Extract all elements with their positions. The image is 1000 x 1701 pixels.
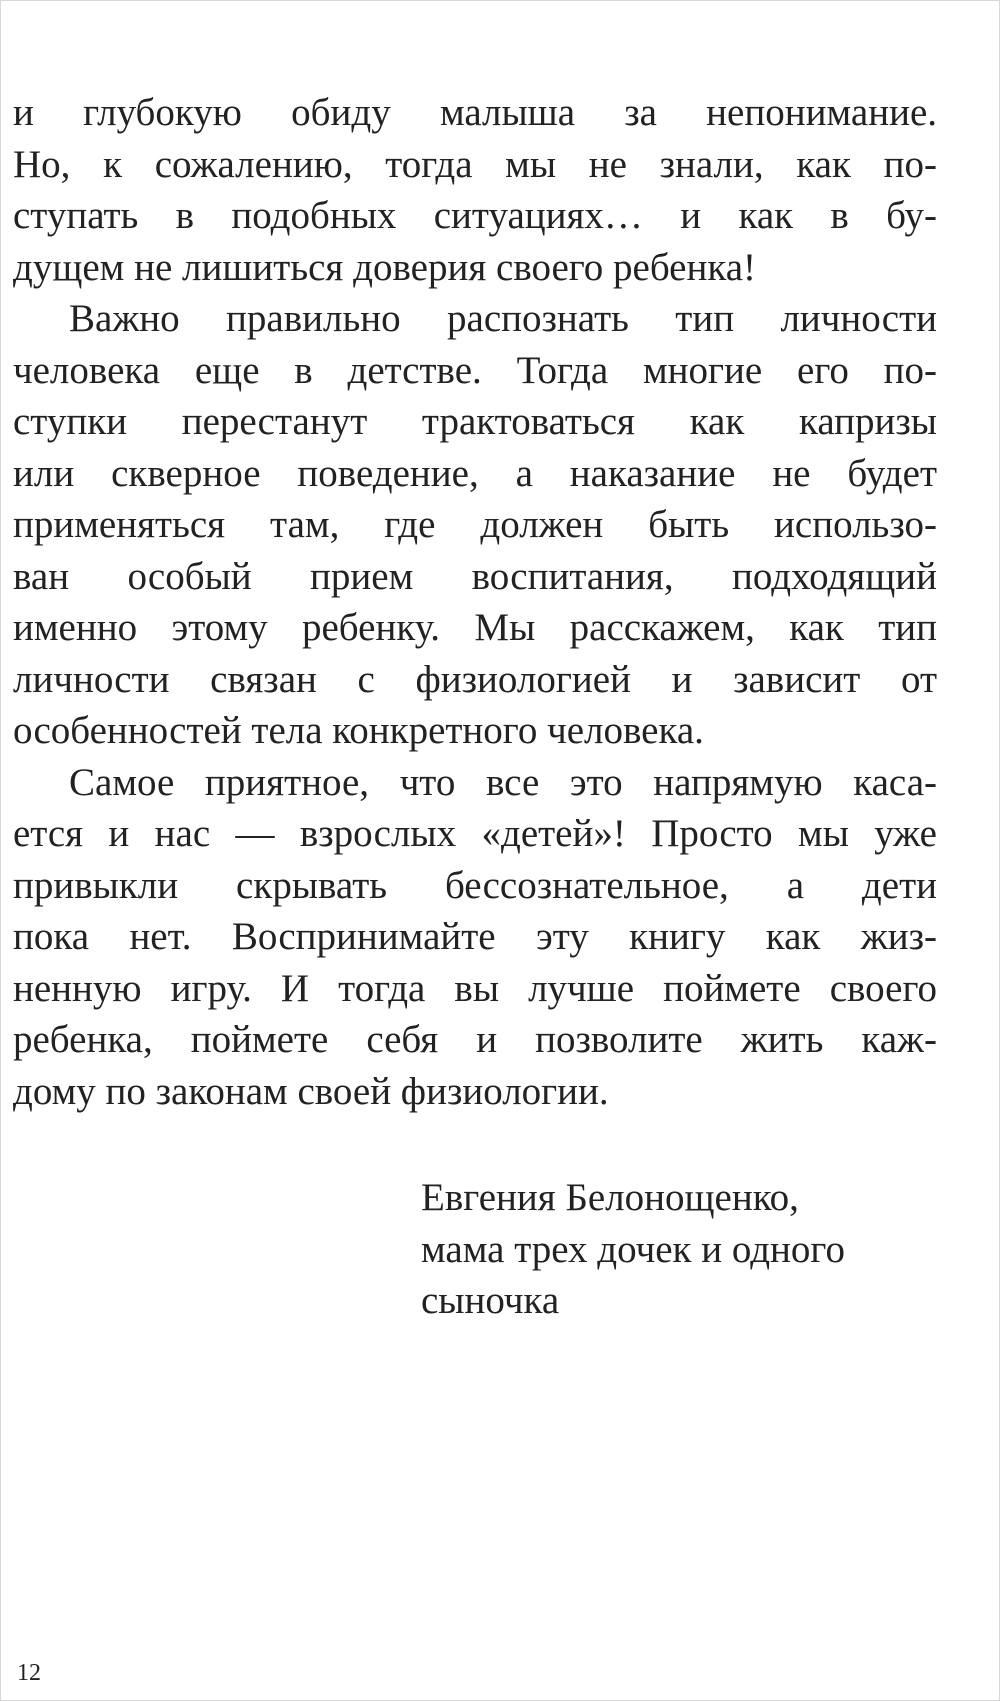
signature-description: мама трех дочек и одного: [421, 1227, 845, 1271]
text-line: Самое приятное, что все это напрямую каса-: [69, 760, 937, 804]
text-line: пока нет. Воспринимайте эту книгу как жиз-: [13, 915, 937, 958]
text-line: или скверное поведение, а наказание не будет: [13, 451, 937, 495]
text-line: особенностей тела конкретного человека.: [13, 709, 704, 752]
text-line: ступки перестанут трактоваться как капризы: [13, 400, 937, 443]
text-line: личности связан с физиологией и зависит от: [13, 657, 937, 701]
text-line: привыкли скрывать бессознательное, а дети: [13, 863, 937, 907]
text-line: именно этому ребенку. Мы расскажем, как тип: [13, 606, 937, 649]
signature-description-end: сыночка: [421, 1279, 560, 1322]
text-line: ребенка, поймете себя и позволите жить каж-: [13, 1018, 937, 1061]
text-line: Важно правильно распознать тип личности: [69, 297, 937, 340]
text-line: ступать в подобных ситуациях… и как в бу-: [13, 194, 937, 237]
text-line: и глубокую обиду малыша за непонимание.: [13, 91, 937, 134]
text-line: дущем не лишиться доверия своего ребенка!: [13, 245, 756, 289]
author-signature: [421, 1172, 941, 1327]
body-text: [13, 87, 937, 1117]
text-line: человека еще в детстве. Тогда многие его по-: [13, 348, 937, 392]
page-number: 12: [17, 1660, 41, 1686]
text-line: дому по законам своей физиологии.: [13, 1069, 609, 1113]
text-line: ненную игру. И тогда вы лучше поймете своего: [13, 966, 937, 1010]
text-line: применяться там, где должен быть использо-: [13, 503, 937, 546]
text-line: ется и нас — взрослых «детей»! Просто мы уже: [13, 812, 937, 855]
text-line: Но, к сожалению, тогда мы не знали, как по-: [13, 142, 937, 186]
text-line: ван особый прием воспитания, подходящий: [13, 554, 937, 598]
signature-name: Евгения Белонощенко,: [421, 1176, 799, 1219]
